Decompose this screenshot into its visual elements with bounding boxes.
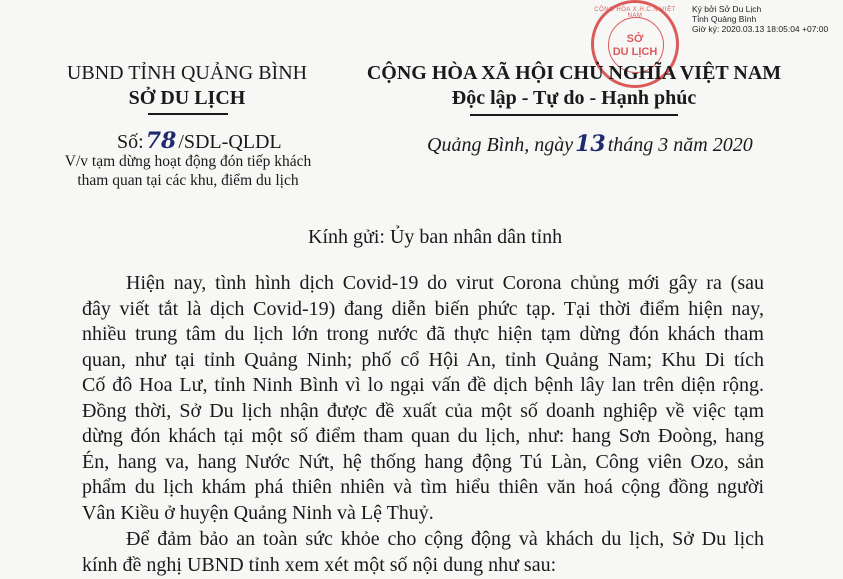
- doc-number-prefix: Số:: [117, 131, 144, 153]
- p1-line: phẩm du lịch khám phá thiên nhiên và tìm hiểu thiên văn hoá cộng đồng người: [82, 476, 764, 498]
- signature-line-1: Ký bởi Sở Du Lịch: [692, 4, 762, 14]
- p1-line: Đồng thời, Sở Du lịch nhận được đề xuất của một số doanh nghiệp về việc tạm: [82, 399, 764, 422]
- digital-signature-info: [692, 4, 828, 34]
- p1-line: đây viết tắt là dịch Covid-19) đang diễn biến phức tạp. Tại thời điểm hiện nay,: [82, 297, 764, 320]
- p1-line: Vân Kiều ở huyện Quảng Ninh và Lệ Thuỷ.: [82, 501, 434, 524]
- issuer-underline: [148, 113, 228, 115]
- p1-line: dừng đón khách tại một số điểm tham quan du lịch, như: hang Sơn Đoòng, hang: [82, 425, 764, 447]
- doc-number-handwritten: 78: [145, 128, 177, 154]
- subject-line-1: V/v tạm dừng hoạt động đón tiếp khách: [64, 153, 312, 170]
- p2-line: kính đề nghị UBND tỉnh xem xét một số nội dung như sau:: [82, 553, 557, 576]
- body-paragraph-2: [82, 527, 764, 578]
- stamp-text-2: DU LỊCH: [612, 46, 658, 58]
- motto-underline: [470, 114, 678, 116]
- signature-line-2: Tỉnh Quảng Bình: [692, 14, 757, 24]
- national-motto: Độc lập - Tự do - Hạnh phúc: [451, 87, 697, 109]
- date-prefix: Quảng Bình, ngày: [427, 134, 574, 156]
- national-title: CỘNG HÒA XÃ HỘI CHỦ NGHĨA VIỆT NAM: [366, 62, 782, 84]
- p1-line: Cố đô Hoa Lư, tỉnh Ninh Bình vì lo ngại vấn đề dịch bệnh lây lan trên diện rộng.: [82, 374, 764, 396]
- date-day-handwritten: 13: [575, 131, 606, 157]
- issue-date: [427, 131, 753, 157]
- stamp-text-1: SỞ: [626, 33, 644, 45]
- issuer-department: SỞ DU LỊCH: [128, 87, 246, 109]
- p1-line: nhiều trung tâm du lịch lớn trong nước đã thực hiện tạm dừng đón khách tham: [82, 323, 764, 345]
- p1-line: quan, như tại tỉnh Quảng Ninh; phố cổ Hội An, tỉnh Quảng Nam; Khu Di tích: [82, 348, 764, 371]
- p1-line: Hiện nay, tình hình dịch Covid-19 do virut Corona chủng mới gây ra (sau: [126, 272, 764, 294]
- body-paragraph-1: [82, 271, 764, 526]
- recipient: Kính gửi: Ủy ban nhân dân tỉnh: [308, 226, 563, 248]
- p1-line: Én, hang va, hang Nước Nứt, hệ thống hang động Tú Làn, Công viên Ozo, sản: [82, 450, 764, 473]
- subject-line-2: tham quan tại các khu, điểm du lịch: [77, 172, 299, 189]
- issuer-province: UBND TỈNH QUẢNG BÌNH: [66, 62, 308, 84]
- date-suffix: tháng 3 năm 2020: [607, 134, 753, 156]
- p2-line: Để đảm bảo an toàn sức khỏe cho cộng động và khách du lịch, Sở Du lịch: [126, 528, 764, 550]
- doc-number-suffix: /SDL-QLDL: [178, 131, 282, 153]
- document-number: [117, 128, 282, 154]
- stamp-ring-text: CỘNG HÒA X.H.C.N VIỆT NAM: [594, 7, 676, 19]
- signature-line-3: Giờ ký: 2020.03.13 18:05:04 +07:00: [692, 24, 829, 34]
